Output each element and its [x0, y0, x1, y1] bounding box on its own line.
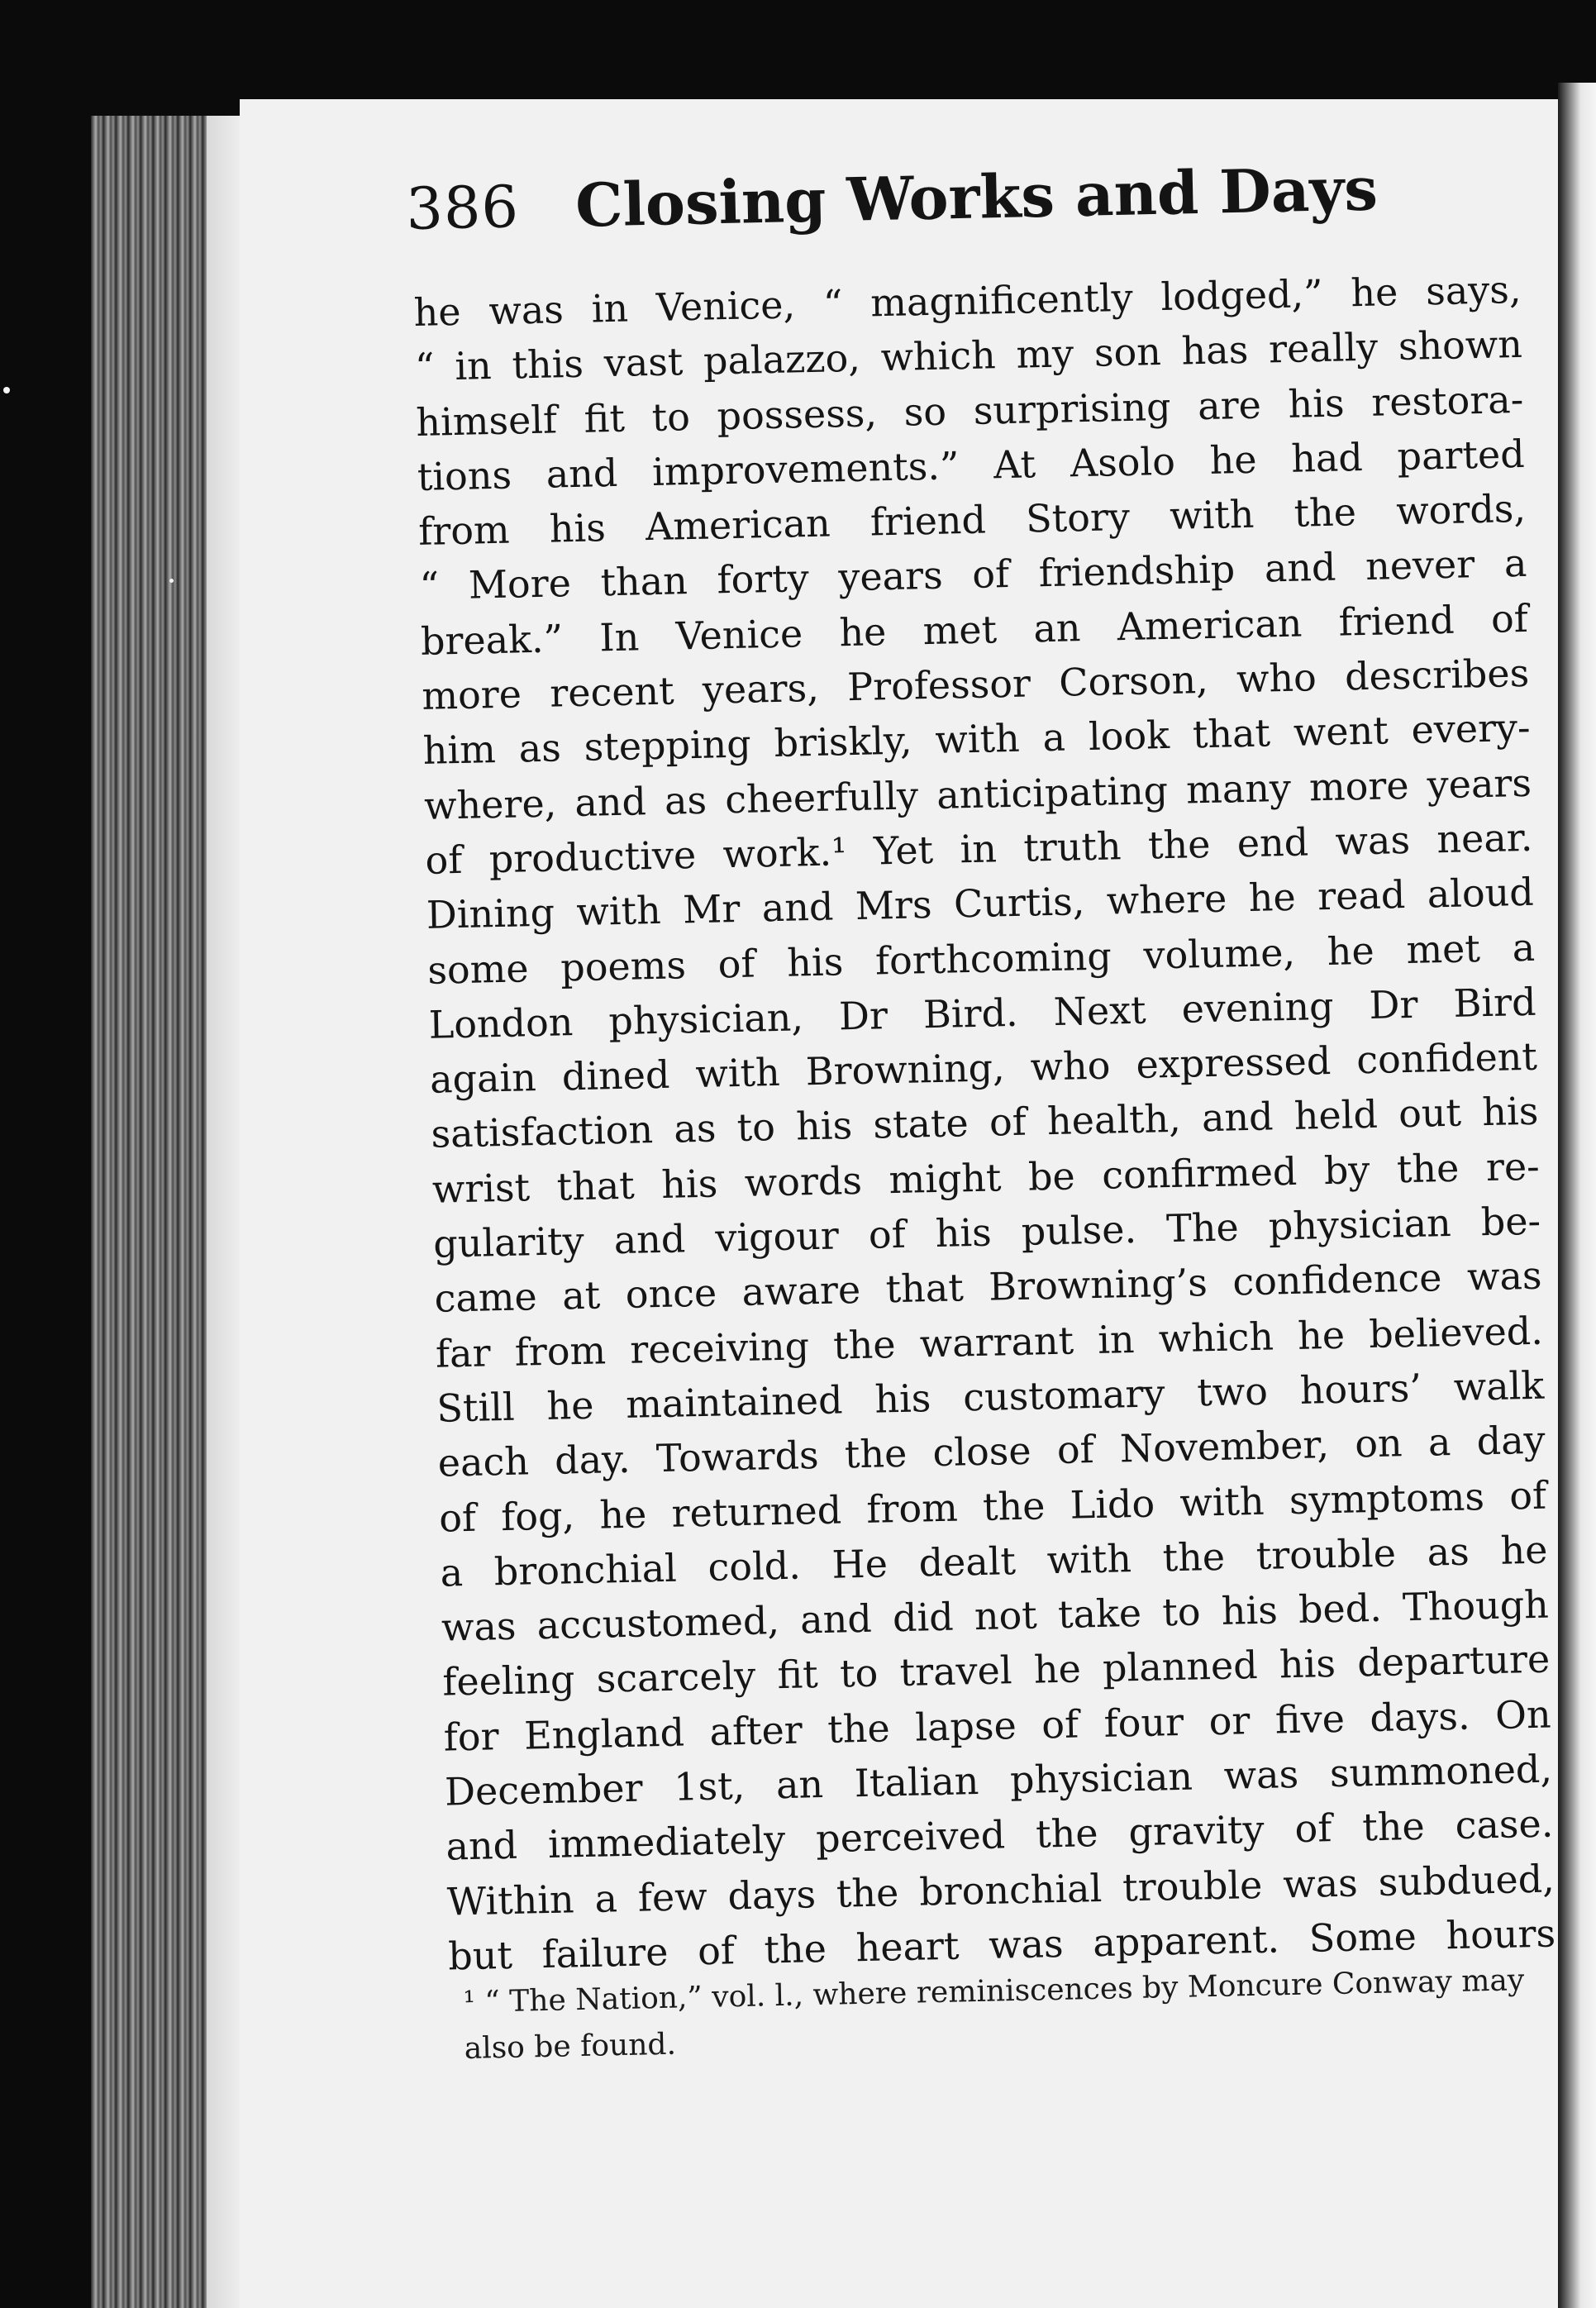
text-line: feeling scarcely fit to travel he planned his departure — [441, 1636, 1551, 1705]
text-line: wrist that his words might be confirmed by the re- — [431, 1143, 1541, 1212]
text-line: December 1st, an Italian physician was summoned, — [444, 1746, 1553, 1814]
text-line: again dined with Browning, who expressed confident — [429, 1033, 1538, 1102]
text-line: came at once aware that Browning’s confidence was — [434, 1253, 1542, 1322]
text-line: and immediately perceived the gravity of the case. — [445, 1800, 1554, 1869]
text-line: some poems of his forthcoming volume, he met a — [426, 924, 1536, 993]
text-line: each day. Towards the close of November, on a day — [437, 1417, 1546, 1485]
page-number: 386 — [405, 173, 520, 243]
footnote-line: ¹ “ The Nation,” vol. l., where reminiscences by Moncure Conway may — [463, 1963, 1525, 2020]
scan-speck — [3, 387, 10, 393]
text-line: himself fit to possess, so surprising are his restora- — [415, 376, 1524, 445]
text-line: of fog, he returned from the Lido with symptoms of — [438, 1472, 1547, 1541]
text-line: far from receiving the warrant in which he believed. — [435, 1308, 1544, 1376]
text-line: Within a few days the bronchial trouble was subdued, — [446, 1856, 1556, 1924]
body-text — [413, 262, 1556, 1984]
text-line: him as stepping briskly, with a look that went every- — [422, 705, 1532, 774]
text-line: a bronchial cold. He dealt with the trouble as he — [440, 1527, 1548, 1595]
running-header — [405, 136, 1398, 256]
scan-speck — [169, 579, 174, 583]
text-line: for England after the lapse of four or five days. On — [443, 1691, 1552, 1760]
text-line: more recent years, Professor Corson, who describes — [421, 650, 1530, 718]
text-line: was accustomed, and did not take to his bed. Though — [441, 1581, 1550, 1650]
running-title: Closing Works and Days — [574, 153, 1379, 241]
text-line: Still he maintained his customary two hours’ walk — [436, 1362, 1545, 1431]
text-line: “ More than forty years of friendship and never a — [419, 541, 1527, 609]
text-line: he was in Venice, “ magnificently lodged,” he says, — [413, 266, 1522, 335]
text-line: where, and as cheerfully anticipating many more years — [423, 760, 1532, 828]
text-line: break.” In Venice he met an American friend of — [420, 595, 1529, 664]
text-line: London physician, Dr Bird. Next evening Dr Bird — [428, 979, 1537, 1047]
text-line: from his American friend Story with the words, — [417, 486, 1527, 555]
text-line: “ in this vast palazzo, which my son has really shown — [414, 322, 1523, 390]
text-line: of productive work.¹ Yet in truth the end was near. — [425, 814, 1533, 883]
text-line: Dining with Mr and Mrs Curtis, where he read aloud — [426, 870, 1535, 938]
text-line: gularity and vigour of his pulse. The physician be- — [432, 1198, 1541, 1266]
text-line: but failure of the heart was apparent. Some hours — [447, 1910, 1556, 1979]
text-line: tions and improvements.” At Asolo he had parted — [417, 431, 1526, 499]
text-line: satisfaction as to his state of health, and held out his — [430, 1089, 1539, 1157]
footnote-line: also be found. — [464, 2027, 677, 2066]
